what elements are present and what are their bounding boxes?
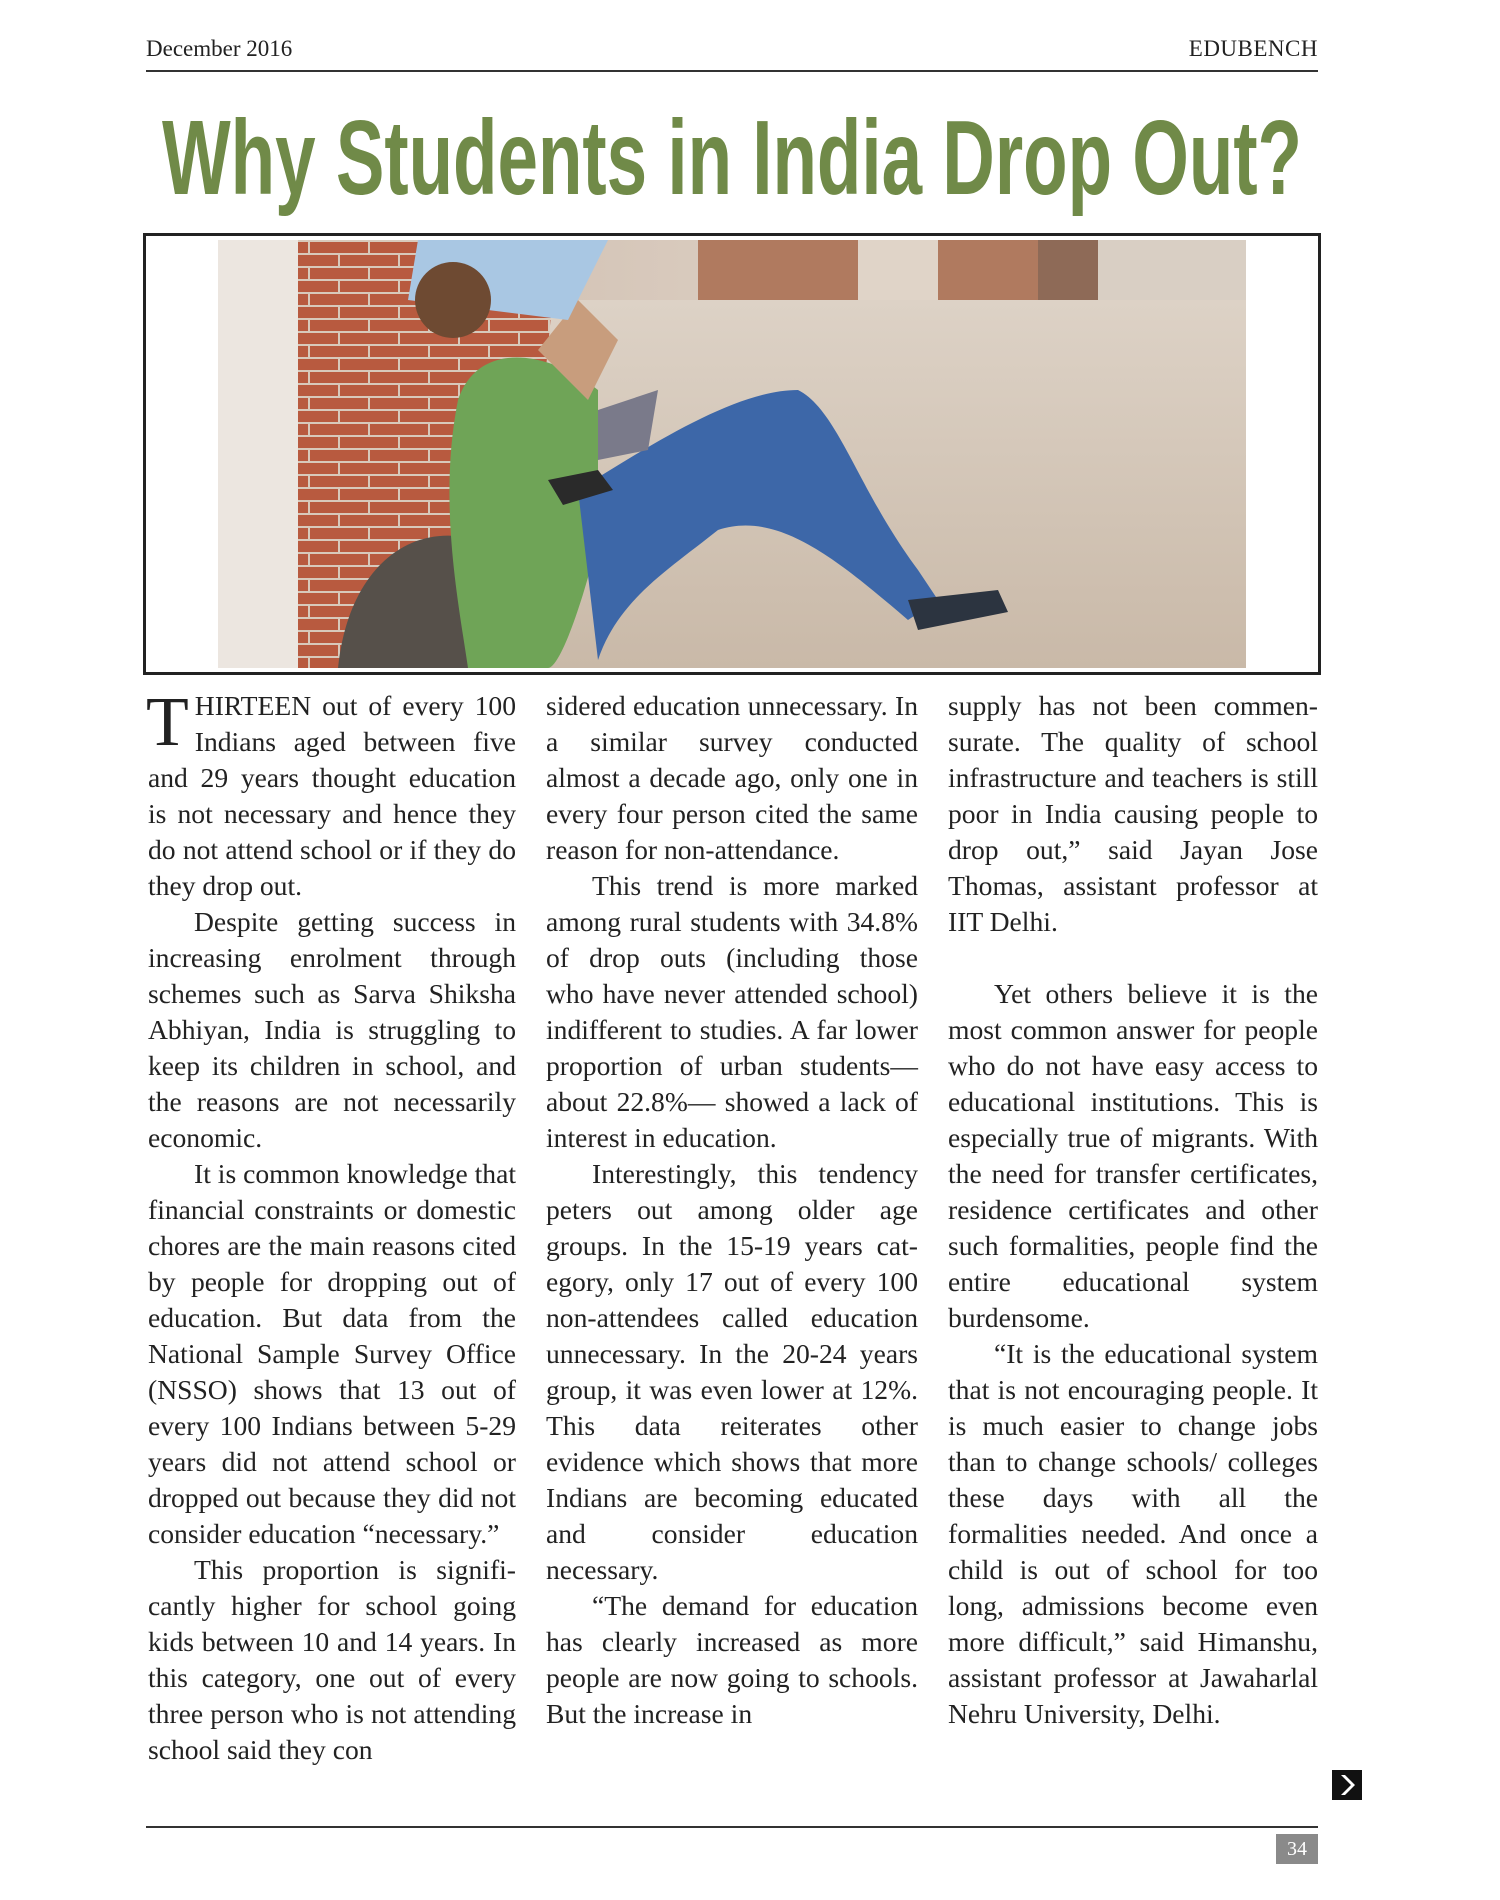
page-number: 34 [1276,1834,1318,1864]
paragraph-gap [948,940,1318,976]
article-column-3 [948,688,1318,1732]
article-title-text: Why Students in India Drop Out? [162,99,1302,216]
page-header [146,36,1318,72]
paragraph: Yet others believe it is the most common answer for people who do not have easy access to educational institutions. This is especially true of migrants. With the need for transfer certificates, residence certificates and other such formalities, people find the entire educational system burdensome. [948,978,1318,1333]
paragraph [146,684,516,904]
paragraph: This proportion is significantly higher for school going kids between 10 and 14 years. In this category, one out of every three person who is not attending school said they con [148,1554,516,1765]
paragraph: “It is the educational system that is not encouraging people. It is much easier to change jobs than to change schools/ colleges these days with all the formalities needed. And once a child is out of school for too long, admissions become even more difficult,” said Himanshu, assistant professor at Jawaharlal Nehru University, Delhi. [948,1338,1318,1729]
publication-name: EDUBENCH [1188,36,1318,61]
drop-cap: T [146,684,189,761]
issue-date: December 2016 [146,36,293,61]
article-column-1 [146,684,516,1768]
footer-rule [146,1826,1318,1828]
paragraph: sidered education unnecessary. In a similar survey conducted almost a decade ago, only one in every four person cited the same reason for non-attendance. [546,690,918,865]
paragraph: “The demand for education has clearly increased as more people are now going to schools. But the increase in [546,1590,918,1729]
paragraph: supply has not been commensurate. The quality of school infrastructure and teachers is still poor in India causing people to drop out,” said Jayan Jose Thomas, assistant professor at IIT Delhi. [948,690,1318,937]
article-photo-frame [143,233,1321,675]
paragraph-text: HIRTEEN out of every 100 Indians aged between five and 29 years thought education is not necessary and hence they do not attend school or if they do they drop out. [148,690,516,901]
article-column-2 [546,688,918,1732]
article-title-block [146,96,1318,216]
chevron-right-icon[interactable] [1332,1770,1362,1800]
paragraph: This trend is more marked among rural students with 34.8% of drop outs (including those who have never attended school) indifferent to studies. A far lower proportion of urban students—about 22.8%— showed a lack of interest in education. [546,870,918,1153]
student-photo [218,240,1246,668]
paragraph: It is common knowledge that financial constraints or domestic chores are the main reasons cited by people for dropping out of education. But data from the National Sample Survey Office (NSSO) shows that 13 out of every 100 Indians between 5-29 years did not attend school or dropped out because they did not consider education “necessary.” [148,1158,516,1549]
paragraph: Despite getting success in increasing enrolment through schemes such as Sarva Shiksha Abhiyan, India is struggling to keep its children in school, and the reasons are not necessarily economic. [148,906,516,1153]
paragraph: Interestingly, this tendency peters out among older age groups. In the 15-19 years category, only 17 out of every 100 non-attendees called education unnecessary. In the 20-24 years group, it was even lower at 12%. This data reiterates other evidence which shows that more Indians are becoming educated and consider education necessary. [546,1158,918,1585]
article-title [146,96,1318,216]
